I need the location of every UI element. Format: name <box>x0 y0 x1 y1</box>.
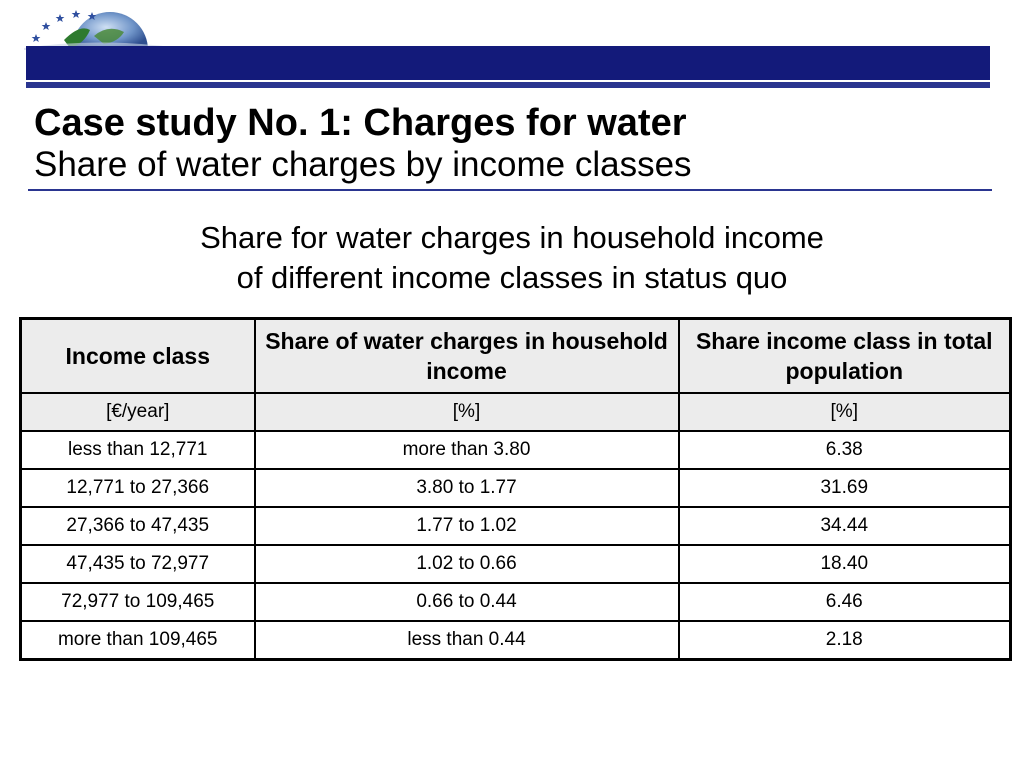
cell-water-share: more than 3.80 <box>255 431 679 469</box>
cell-population-share: 2.18 <box>679 621 1011 660</box>
cell-water-share: 1.77 to 1.02 <box>255 507 679 545</box>
income-class-table <box>19 317 1012 661</box>
table-header-row <box>21 319 1011 394</box>
title-divider <box>28 189 992 191</box>
cell-income-class: 47,435 to 72,977 <box>21 545 255 583</box>
cell-income-class: 12,771 to 27,366 <box>21 469 255 507</box>
cell-population-share: 18.40 <box>679 545 1011 583</box>
slide-subtitle: Share of water charges by income classes <box>34 145 692 184</box>
table-row <box>21 621 1011 660</box>
cell-water-share: less than 0.44 <box>255 621 679 660</box>
column-header-income-class: Income class <box>21 319 255 394</box>
table-row <box>21 507 1011 545</box>
table-row <box>21 545 1011 583</box>
cell-population-share: 31.69 <box>679 469 1011 507</box>
cell-population-share: 6.46 <box>679 583 1011 621</box>
cell-water-share: 3.80 to 1.77 <box>255 469 679 507</box>
table-row <box>21 469 1011 507</box>
eu-globe-logo <box>24 6 194 50</box>
cell-income-class: more than 109,465 <box>21 621 255 660</box>
header-banner-line <box>26 82 990 88</box>
table-caption <box>0 218 1024 298</box>
cell-population-share: 6.38 <box>679 431 1011 469</box>
table-row <box>21 431 1011 469</box>
unit-water-share: [%] <box>255 393 679 431</box>
unit-population-share: [%] <box>679 393 1011 431</box>
header-banner <box>26 46 990 80</box>
cell-income-class: 72,977 to 109,465 <box>21 583 255 621</box>
cell-income-class: 27,366 to 47,435 <box>21 507 255 545</box>
table-row <box>21 583 1011 621</box>
cell-water-share: 0.66 to 0.44 <box>255 583 679 621</box>
slide-title: Case study No. 1: Charges for water <box>34 102 687 144</box>
cell-water-share: 1.02 to 0.66 <box>255 545 679 583</box>
caption-line-2: of different income classes in status quo <box>236 260 788 295</box>
column-header-population-share: Share income class in total population <box>679 319 1011 394</box>
units-row <box>21 393 1011 431</box>
column-header-water-share: Share of water charges in household income <box>255 319 679 394</box>
cell-population-share: 34.44 <box>679 507 1011 545</box>
cell-income-class: less than 12,771 <box>21 431 255 469</box>
unit-income-class: [€/year] <box>21 393 255 431</box>
caption-line-1: Share for water charges in household income <box>200 220 824 255</box>
